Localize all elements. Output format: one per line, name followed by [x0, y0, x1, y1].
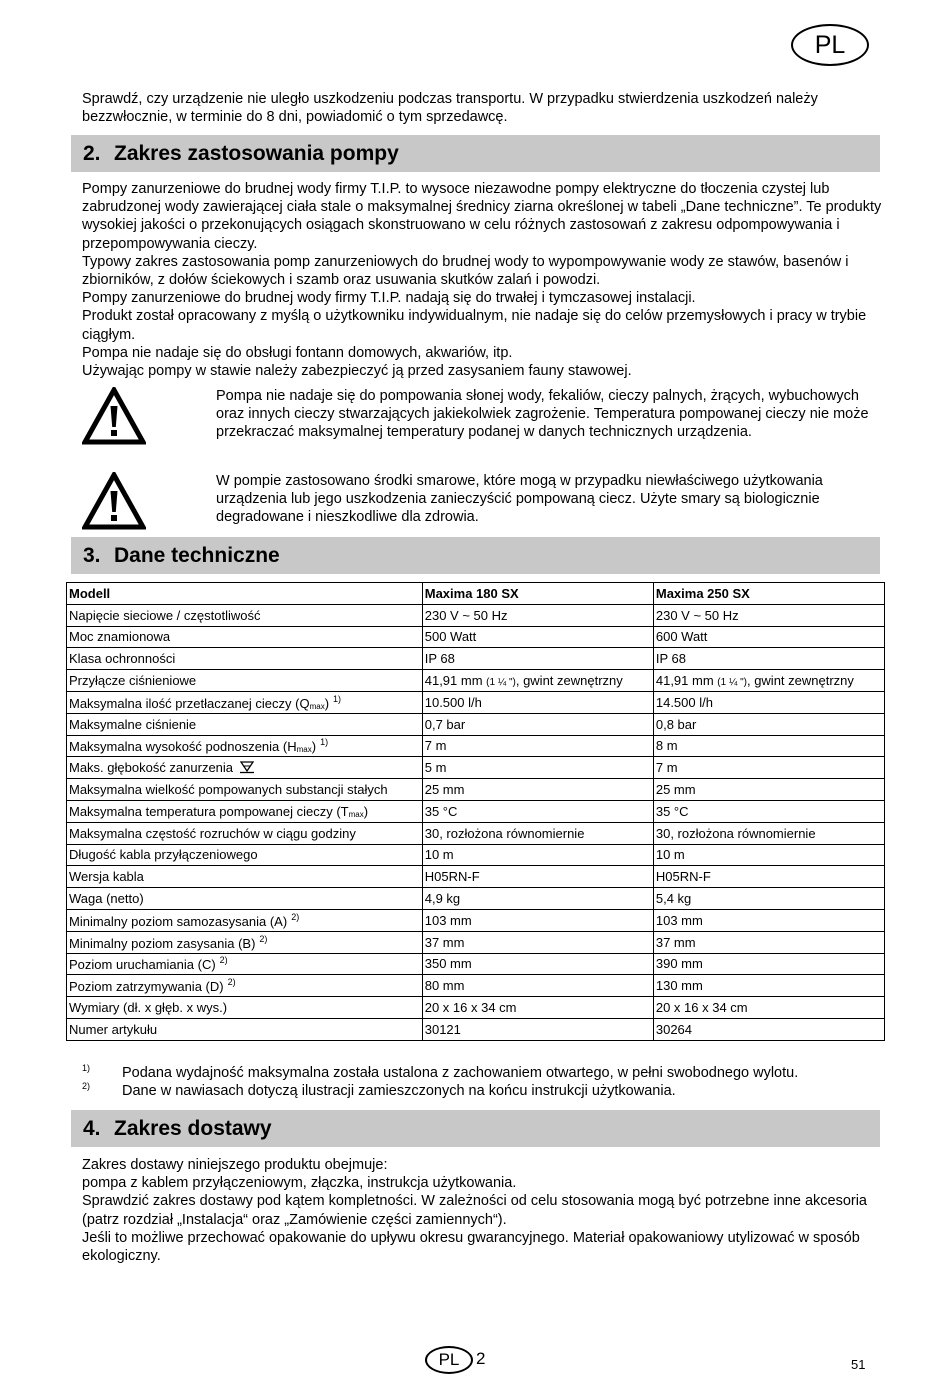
paragraph: Produkt został opracowany z myślą o użytkowniku indywidualnym, nie nadaje się do celów przemysłowych i pracy w trybie ciągłym. — [82, 308, 867, 343]
spec-value: 25 mm — [655, 782, 696, 798]
spec-label: Maksymalna wielkość pompowanych substancji stałych — [69, 782, 388, 798]
spec-value: 103 mm — [424, 912, 472, 928]
footnote-reference: 2) — [227, 977, 236, 988]
spec-label-cell — [67, 713, 423, 735]
spec-value-cell — [422, 779, 653, 801]
spec-label: Wymiary (dł. x głęb. x wys.) — [69, 1000, 228, 1016]
spec-value-cell — [422, 757, 653, 779]
table-row — [67, 779, 885, 801]
table-header-row — [67, 583, 885, 605]
table-row — [67, 953, 885, 975]
table-row — [67, 713, 885, 735]
table-row — [67, 800, 885, 822]
spec-value: 7 m — [655, 760, 678, 776]
section-4-header — [71, 1110, 880, 1147]
spec-label-cell — [67, 953, 423, 975]
spec-label-end: ) — [324, 695, 330, 711]
spec-label-cell — [67, 626, 423, 648]
spec-label-cell — [67, 800, 423, 822]
table-row — [67, 648, 885, 670]
subscript: max — [309, 701, 325, 711]
spec-label: Moc znamionowa — [69, 629, 171, 645]
spec-value-cell — [422, 844, 653, 866]
spec-value: 103 mm — [655, 912, 703, 928]
page-number: 51 — [851, 1357, 866, 1372]
spec-label-cell — [67, 888, 423, 910]
spec-label-cell — [67, 975, 423, 997]
paragraph: Pompy zanurzeniowe do brudnej wody firmy T.I.P. nadają się do trwałej i tymczasowej instalacji. — [82, 290, 696, 307]
spec-label-cell — [67, 909, 423, 931]
spec-label: Poziom uruchamiania (C) — [69, 957, 216, 973]
spec-value: 41,91 mm — [655, 673, 714, 689]
spec-value-rest: , gwint zewnętrzny — [515, 673, 623, 689]
spec-label-cell — [67, 931, 423, 953]
table-header-cell: Maxima 250 SX — [653, 583, 884, 605]
spec-value: 5 m — [424, 760, 447, 776]
language-badge-top: PL — [791, 24, 869, 66]
spec-value-cell — [422, 800, 653, 822]
spec-value: 500 Watt — [424, 629, 477, 645]
paragraph: Pompa nie nadaje się do obsługi fontann domowych, akwariów, itp. — [82, 344, 513, 361]
water-level-icon — [239, 760, 255, 774]
section-number: 3. — [83, 544, 101, 567]
intro-text — [82, 90, 882, 126]
spec-value-cell — [653, 648, 884, 670]
table-row — [67, 822, 885, 844]
subscript: max — [348, 809, 364, 819]
spec-value-cell — [653, 844, 884, 866]
spec-value-cell — [422, 1018, 653, 1040]
spec-value-cell — [653, 735, 884, 757]
paragraph: Sprawdzić zakres dostawy pod kątem kompletności. W zależności od celu stosowania mogą być potrzebne inne akcesoria (patrz rozdział „Instalacja“ oraz „Zamówienie części zamiennych“). — [82, 1193, 867, 1228]
spec-value-cell — [422, 866, 653, 888]
spec-value-cell — [653, 757, 884, 779]
spec-label-cell — [67, 822, 423, 844]
footnote-reference: 2) — [259, 933, 268, 944]
spec-value-cell — [422, 735, 653, 757]
spec-value-cell — [422, 670, 653, 692]
footnote-reference: 1) — [333, 693, 342, 704]
spec-value: 10 m — [424, 847, 454, 863]
spec-label: Maksymalna wysokość podnoszenia (H — [69, 739, 297, 755]
section-3-header — [71, 537, 880, 574]
spec-value-cell — [653, 909, 884, 931]
spec-value: IP 68 — [424, 651, 455, 667]
spec-label-cell — [67, 1018, 423, 1040]
spec-value-cell — [653, 888, 884, 910]
spec-value: H05RN-F — [655, 869, 711, 885]
spec-value: 8 m — [655, 738, 678, 754]
spec-value: 35 °C — [424, 803, 458, 819]
paragraph: Używając pompy w stawie należy zabezpieczyć ją przed zasysaniem fauny stawowej. — [82, 363, 632, 380]
table-row — [67, 735, 885, 757]
technical-data-table — [66, 582, 885, 1041]
spec-label: Maks. głębokość zanurzenia — [69, 760, 234, 776]
spec-value-cell — [422, 888, 653, 910]
spec-value-cell — [653, 866, 884, 888]
spec-value-cell — [422, 931, 653, 953]
spec-value-cell — [653, 626, 884, 648]
spec-value: 35 °C — [655, 803, 689, 819]
spec-label-cell — [67, 670, 423, 692]
spec-label-cell — [67, 735, 423, 757]
section-title: Zakres dostawy — [114, 1117, 272, 1140]
spec-value-cell — [422, 691, 653, 713]
spec-value: 25 mm — [424, 782, 465, 798]
table-row — [67, 931, 885, 953]
table-row — [67, 888, 885, 910]
spec-label: Maksymalna temperatura pompowanej cieczy (T — [69, 803, 349, 819]
spec-label-cell — [67, 604, 423, 626]
spec-value-cell — [653, 713, 884, 735]
warning-text: Pompa nie nadaje się do pompowania słonej wody, fekaliów, cieczy palnych, żrących, wybuchowych oraz innych cieczy stwarzających jakiekolwiek zagrożenie. Temperatura pompowanej cieczy nie może przekraczać maksymalnej temperatury podanej w danych technicznych urządzenia. — [216, 388, 869, 441]
spec-value: 14.500 l/h — [655, 694, 713, 710]
table-row — [67, 844, 885, 866]
footnote-mark: 1) — [82, 1063, 91, 1073]
spec-value: 20 x 16 x 34 cm — [655, 1000, 748, 1016]
spec-value: 390 mm — [655, 956, 703, 972]
spec-label: Poziom zatrzymywania (D) — [69, 979, 224, 995]
spec-value-cell — [422, 909, 653, 931]
table-row — [67, 975, 885, 997]
spec-label: Maksymalna częstość rozruchów w ciągu godziny — [69, 825, 356, 841]
spec-value-cell — [422, 626, 653, 648]
spec-label: Numer artykułu — [69, 1021, 158, 1037]
spec-label-cell — [67, 866, 423, 888]
spec-value: 7 m — [424, 738, 447, 754]
spec-value-cell — [653, 670, 884, 692]
table-row — [67, 670, 885, 692]
spec-value-cell — [422, 648, 653, 670]
spec-value: 600 Watt — [655, 629, 708, 645]
paragraph: Jeśli to możliwe przechować opakowanie do upływu okresu gwarancyjnego. Materiał opakowaniowy utylizować w sposób ekologiczny. — [82, 1229, 860, 1265]
spec-label-cell — [67, 844, 423, 866]
spec-label-end: ) — [363, 803, 369, 819]
spec-value: IP 68 — [655, 651, 686, 667]
table-row — [67, 997, 885, 1019]
spec-value-cell — [653, 975, 884, 997]
paragraph: Zakres dostawy niniejszego produktu obejmuje: — [82, 1157, 388, 1173]
spec-value: 30, rozłożona równomiernie — [424, 825, 585, 841]
spec-value: 37 mm — [424, 934, 465, 950]
spec-label-cell — [67, 779, 423, 801]
spec-value: H05RN-F — [424, 869, 480, 885]
spec-value: 10.500 l/h — [424, 694, 482, 710]
spec-label-cell — [67, 691, 423, 713]
spec-value: 0,8 bar — [655, 716, 697, 732]
section-number: 2. — [83, 142, 101, 165]
spec-value: 0,7 bar — [424, 716, 466, 732]
footnote-text: Dane w nawiasach dotyczą ilustracji zamieszczonych na końcu instrukcji użytkowania. — [122, 1083, 676, 1099]
spec-value-cell — [653, 997, 884, 1019]
spec-value-cell — [422, 975, 653, 997]
section-2-header — [71, 135, 880, 172]
spec-value-cell — [653, 931, 884, 953]
spec-value-cell — [653, 1018, 884, 1040]
spec-label: Klasa ochronności — [69, 651, 176, 667]
table-row — [67, 1018, 885, 1040]
intro-paragraph: Sprawdź, czy urządzenie nie uległo uszkodzeniu podczas transportu. W przypadku stwierdzenia uszkodzeń należy bezzwłocznie, w terminie do 8 dni, powiadomić o tym sprzedawcę. — [82, 91, 818, 126]
spec-value-cell — [422, 604, 653, 626]
footnote-reference: 1) — [320, 737, 329, 748]
section-page-number: 2 — [476, 1349, 486, 1368]
footnote-reference: 2) — [219, 955, 228, 966]
spec-label: Waga (netto) — [69, 891, 144, 907]
spec-value-cell — [422, 822, 653, 844]
table-row — [67, 866, 885, 888]
spec-label-cell — [67, 757, 423, 779]
warning-triangle-icon — [82, 387, 146, 445]
spec-value-cell — [653, 822, 884, 844]
table-row — [67, 604, 885, 626]
spec-value-cell — [653, 953, 884, 975]
spec-value-note: (1 ¼ ") — [717, 677, 747, 689]
spec-label: Minimalny poziom samozasysania (A) — [69, 913, 288, 929]
spec-label-cell — [67, 648, 423, 670]
spec-value-cell — [422, 997, 653, 1019]
table-row — [67, 757, 885, 779]
spec-value: 5,4 kg — [655, 891, 692, 907]
spec-value-cell — [653, 800, 884, 822]
table-header-cell: Modell — [67, 583, 423, 605]
paragraph: Typowy zakres zastosowania pomp zanurzeniowych do brudnej wody to wypompowywanie wody ze stawów, basenów i zbiorników, z dołów ściekowych i szamb oraz usuwania skutków zalań i powodzi. — [82, 253, 849, 289]
spec-value-cell — [653, 779, 884, 801]
spec-value: 10 m — [655, 847, 685, 863]
spec-label-cell — [67, 997, 423, 1019]
spec-value: 41,91 mm — [424, 673, 483, 689]
spec-value-cell — [653, 691, 884, 713]
table-row — [67, 626, 885, 648]
spec-value: 130 mm — [655, 978, 703, 994]
paragraph: Pompy zanurzeniowe do brudnej wody firmy T.I.P. to wysoce niezawodne pompy elektryczne do tłoczenia czystej lub zabrudzonej wody zawierającej ciała stale o maksymalnej średnicy ziarna określonej w tabeli „Dane techniczne”. Te produkty wysokiej jakości o przekonujących osiągach skonstruowano w celu różnych zastosowań z zakresu odpompowywania i przepompowywania cieczy. — [82, 181, 882, 252]
spec-value: 30264 — [655, 1021, 693, 1037]
spec-value-cell — [422, 953, 653, 975]
section-2-body — [82, 180, 882, 380]
spec-value: 350 mm — [424, 956, 472, 972]
section-4-body — [82, 1156, 882, 1265]
spec-value: 37 mm — [655, 934, 696, 950]
spec-label: Wersja kabla — [69, 869, 144, 885]
spec-value-rest: , gwint zewnętrzny — [746, 673, 854, 689]
footnote-reference: 2) — [291, 911, 300, 922]
spec-value: 30, rozłożona równomiernie — [655, 825, 816, 841]
spec-label: Minimalny poziom zasysania (B) — [69, 935, 256, 951]
spec-label: Maksymalne ciśnienie — [69, 716, 197, 732]
section-title: Dane techniczne — [114, 544, 280, 567]
spec-value-note: (1 ¼ ") — [486, 677, 516, 689]
table-row — [67, 909, 885, 931]
section-title: Zakres zastosowania pompy — [114, 142, 399, 165]
table-body — [67, 604, 885, 1040]
spec-value: 230 V ~ 50 Hz — [655, 607, 739, 623]
footnote-mark: 2) — [82, 1081, 91, 1091]
spec-value: 80 mm — [424, 978, 465, 994]
spec-value-cell — [653, 604, 884, 626]
spec-label: Przyłącze ciśnieniowe — [69, 673, 197, 689]
spec-value: 30121 — [424, 1021, 461, 1037]
table-row — [67, 691, 885, 713]
spec-label-end: ) — [311, 739, 317, 755]
spec-value: 230 V ~ 50 Hz — [424, 607, 508, 623]
footnote-text: Podana wydajność maksymalna została ustalona z zachowaniem otwartego, w pełni swobodnego wylotu. — [122, 1065, 799, 1081]
section-number: 4. — [83, 1117, 101, 1140]
paragraph: pompa z kablem przyłączeniowym, złączka, instrukcja użytkowania. — [82, 1175, 517, 1192]
warning-triangle-icon — [82, 472, 146, 530]
spec-value: 20 x 16 x 34 cm — [424, 1000, 517, 1016]
language-badge-footer: PL — [425, 1346, 473, 1374]
table-header-cell: Maxima 180 SX — [422, 583, 653, 605]
spec-value: 4,9 kg — [424, 891, 461, 907]
spec-label: Maksymalna ilość przetłaczanej cieczy (Q — [69, 695, 310, 711]
spec-label: Długość kabla przyłączeniowego — [69, 847, 258, 863]
warning-text: W pompie zastosowano środki smarowe, które mogą w przypadku niewłaściwego użytkowania urządzenia lub jego uszkodzenia zanieczyścić pompowaną ciecz. Użyte smary są biologicznie degradowane i nieszkodliwe dla zdrowia. — [216, 473, 823, 526]
spec-label: Napięcie sieciowe / częstotliwość — [69, 607, 261, 623]
spec-value-cell — [422, 713, 653, 735]
subscript: max — [296, 745, 312, 755]
